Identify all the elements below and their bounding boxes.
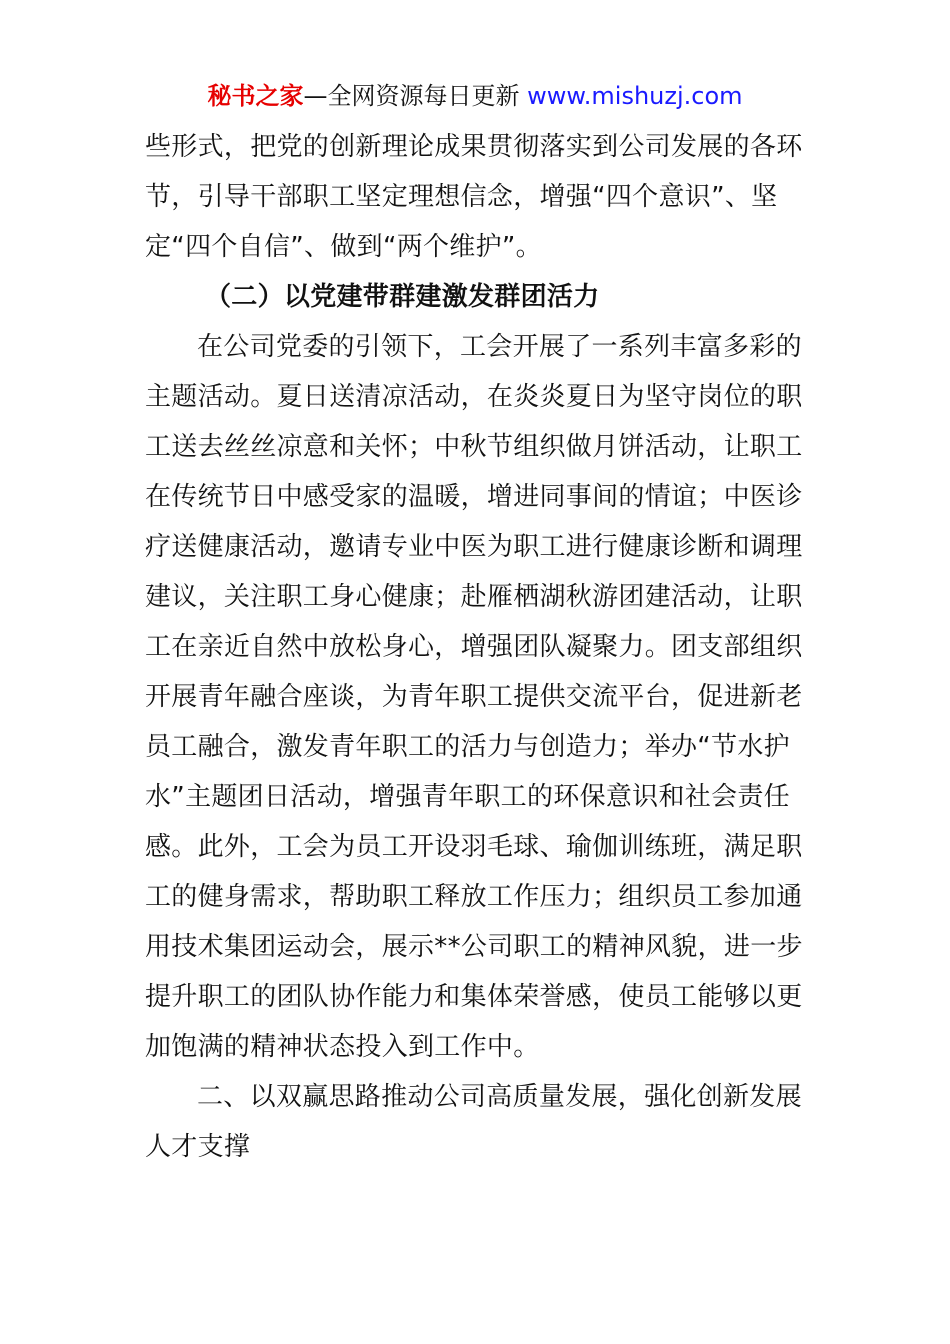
text-line: 些形式，把党的创新理论成果贯彻落实到公司发展的各环	[145, 132, 803, 162]
text-line: 用技术集团运动会，展示**公司职工的精神风貌，进一步	[145, 932, 803, 962]
page-header	[0, 80, 950, 112]
text-line: 感。此外，工会为员工开设羽毛球、瑜伽训练班，满足职	[145, 832, 803, 862]
text-line: 定“四个自信”、做到“两个维护”。	[145, 232, 542, 262]
text-line: 加饱满的精神状态投入到工作中。	[145, 1032, 540, 1062]
paragraph-start: 在公司党委的引领下，工会开展了一系列丰富多彩的	[197, 332, 802, 362]
text-line: 节，引导干部职工坚定理想信念，增强“四个意识”、坚	[145, 182, 778, 212]
text-line: 水”主题团日活动，增强青年职工的环保意识和社会责任	[145, 782, 790, 812]
section-heading: （二）以党建带群建激发群团活力	[205, 282, 600, 312]
document-body	[145, 122, 815, 1172]
text-line: 在传统节日中感受家的温暖，增进同事间的情谊；中医诊	[145, 482, 803, 512]
brand-name: 秘书之家	[207, 82, 304, 110]
header-tagline: —全网资源每日更新	[303, 82, 528, 110]
text-line: 工送去丝丝凉意和关怀；中秋节组织做月饼活动，让职工	[145, 432, 803, 462]
section-title-line: 人才支撑	[145, 1132, 251, 1162]
website-link[interactable]: www.mishuzj.com	[527, 82, 743, 110]
text-line: 主题活动。夏日送清凉活动，在炎炎夏日为坚守岗位的职	[145, 382, 803, 412]
text-line: 建议，关注职工身心健康；赴雁栖湖秋游团建活动，让职	[145, 582, 803, 612]
text-line: 提升职工的团队协作能力和集体荣誉感，使员工能够以更	[145, 982, 803, 1012]
text-line: 员工融合，激发青年职工的活力与创造力；举办“节水护	[145, 732, 790, 762]
section-title-line: 二、以双赢思路推动公司高质量发展，强化创新发展	[197, 1082, 802, 1112]
text-line: 工在亲近自然中放松身心，增强团队凝聚力。团支部组织	[145, 632, 803, 662]
text-line: 开展青年融合座谈，为青年职工提供交流平台，促进新老	[145, 682, 803, 712]
text-line: 工的健身需求，帮助职工释放工作压力；组织员工参加通	[145, 882, 803, 912]
text-line: 疗送健康活动，邀请专业中医为职工进行健康诊断和调理	[145, 532, 803, 562]
